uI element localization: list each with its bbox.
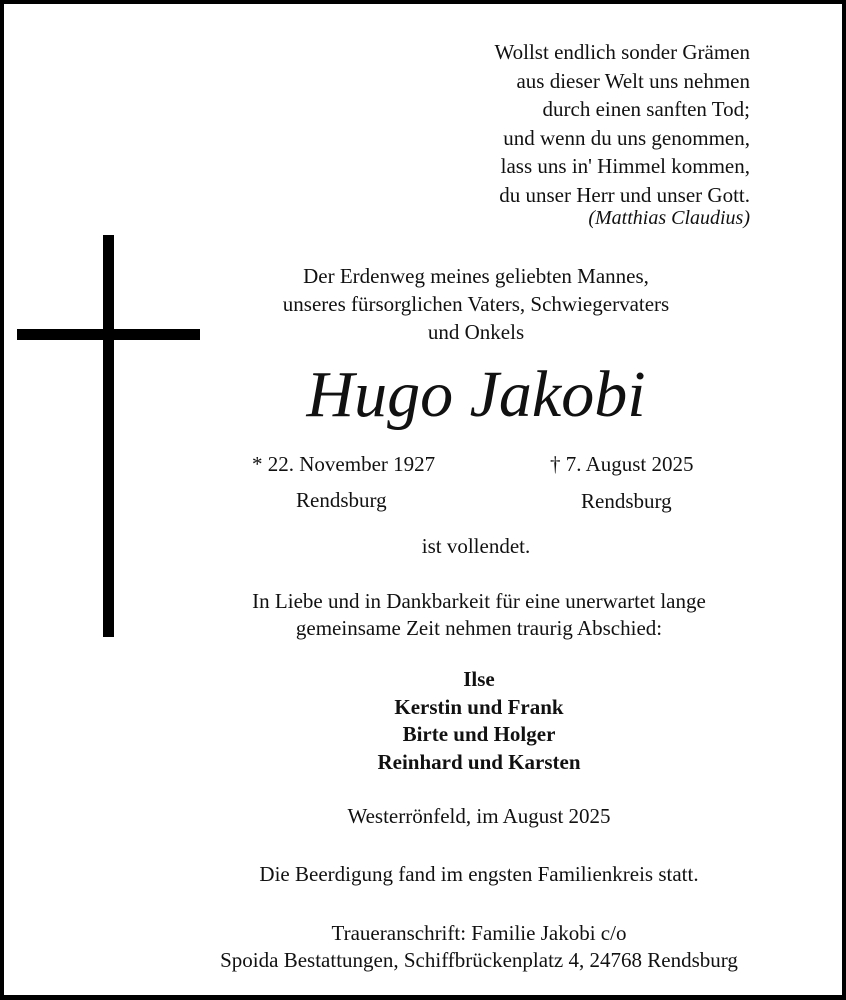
- address-line: Spoida Bestattungen, Schiffbrückenplatz 4, 24768 Rendsburg: [220, 948, 738, 972]
- cross-horizontal-bar: [17, 329, 200, 340]
- poem: [495, 38, 751, 209]
- birth-place: Rendsburg: [296, 488, 387, 512]
- poem-line: du unser Herr und unser Gott.: [499, 182, 750, 207]
- funeral-note: Die Beerdigung fand im engsten Familienkreis statt.: [259, 862, 699, 886]
- family-member: Ilse: [463, 667, 495, 691]
- intro-line: und Onkels: [427, 320, 525, 344]
- family-member: Kerstin und Frank: [394, 694, 564, 719]
- death-date: † 7. August 2025: [550, 452, 694, 476]
- family-list: [200, 666, 758, 776]
- poem-line: aus dieser Welt uns nehmen: [516, 68, 750, 93]
- intro-line: Der Erdenweg meines geliebten Mannes,: [303, 264, 649, 288]
- poem-line: Wollst endlich sonder Grämen: [494, 40, 750, 64]
- cross-vertical-bar: [103, 235, 114, 637]
- family-member: Birte und Holger: [402, 722, 556, 746]
- place-date: Westerrönfeld, im August 2025: [347, 804, 611, 828]
- farewell-text: [200, 588, 758, 642]
- death-place: Rendsburg: [581, 489, 672, 513]
- farewell-line: gemeinsame Zeit nehmen traurig Abschied:: [295, 616, 663, 640]
- farewell-line: In Liebe und in Dankbarkeit für eine unerwartet lange: [252, 589, 706, 613]
- intro-text: [236, 262, 716, 346]
- deceased-name: Hugo Jakobi: [306, 358, 646, 431]
- poem-line: lass uns in' Himmel kommen,: [500, 154, 750, 178]
- poem-line: und wenn du uns genommen,: [503, 125, 750, 150]
- completed-text: ist vollendet.: [421, 534, 531, 558]
- mourning-address: [190, 920, 768, 974]
- family-member: Reinhard und Karsten: [377, 749, 581, 774]
- birth-date: * 22. November 1927: [252, 452, 436, 476]
- intro-line: unseres fürsorglichen Vaters, Schwiegervaters: [282, 292, 670, 316]
- poem-line: durch einen sanften Tod;: [542, 97, 750, 121]
- poem-author: (Matthias Claudius): [588, 207, 750, 229]
- address-line: Traueranschrift: Familie Jakobi c/o: [331, 921, 627, 945]
